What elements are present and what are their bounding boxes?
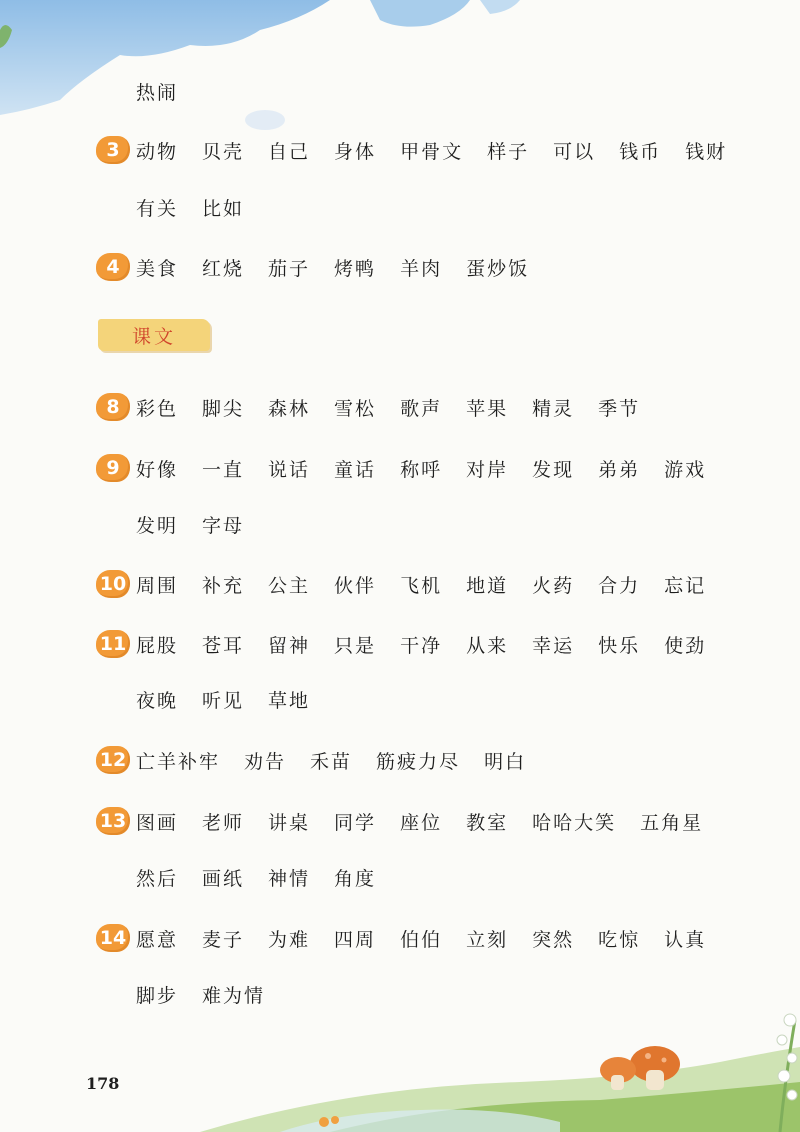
vocab-group-11 [96,630,706,658]
vocab-word: 雪松 [334,397,377,420]
vocab-word: 歌声 [400,397,443,420]
vocab-word: 立刻 [466,928,509,951]
vocab-word: 角度 [334,868,377,890]
vocab-word: 发明 [136,515,179,537]
vocab-word: 脚尖 [202,397,245,420]
vocab-word: 伙伴 [334,574,377,597]
vocab-word: 游戏 [664,458,707,481]
vocab-word: 劝告 [244,750,287,773]
vocab-word: 贝壳 [202,140,245,163]
vocab-word: 神情 [268,868,311,890]
vocab-word: 忘记 [664,574,707,597]
vocab-word: 苹果 [466,397,509,420]
vocab-word: 烤鸭 [334,257,377,280]
vocab-word: 草地 [268,690,311,712]
word-line [136,864,376,891]
vocab-word: 幸运 [532,634,575,657]
vocab-word: 钱币 [619,140,662,163]
lesson-number-badge: 3 [96,136,130,164]
grass-illustration [0,992,800,1132]
vocab-word: 热闹 [136,82,179,104]
vocab-word: 合力 [598,574,641,597]
vocab-word: 样子 [487,140,530,163]
vocab-word: 难为情 [202,985,266,1007]
vocab-word: 留神 [268,634,311,657]
vocab-word: 季节 [598,397,641,420]
lesson-number-badge: 13 [96,807,130,835]
vocab-word: 屁股 [136,634,179,657]
vocab-group-3 [96,136,727,164]
vocab-word: 红烧 [202,257,245,280]
vocab-word: 好像 [136,458,179,481]
lesson-number-badge: 4 [96,253,130,281]
vocab-word: 字母 [202,515,245,537]
vocab-word: 弟弟 [598,458,641,481]
vocab-word: 森林 [268,397,311,420]
vocab-word: 同学 [334,811,377,834]
vocab-group-8 [96,393,640,421]
vocab-word: 亡羊补牢 [136,750,221,773]
vocab-word: 只是 [334,634,377,657]
vocab-word: 愿意 [136,928,179,951]
vocab-word: 讲桌 [268,811,311,834]
vocab-word: 地道 [466,574,509,597]
sky-illustration [0,0,800,150]
vocab-word: 四周 [334,928,377,951]
vocab-word: 筋疲力尽 [376,750,461,773]
vocab-word: 认真 [664,928,707,951]
lesson-number-badge: 11 [96,630,130,658]
vocab-word: 飞机 [400,574,443,597]
word-line [136,194,244,221]
vocab-word: 座位 [400,811,443,834]
vocab-word: 动物 [136,140,179,163]
vocab-word: 吃惊 [598,928,641,951]
vocab-word: 称呼 [400,458,443,481]
vocab-word: 为难 [268,928,311,951]
vocab-word: 比如 [202,198,245,220]
lesson-number-badge: 12 [96,746,130,774]
lesson-number-badge: 9 [96,454,130,482]
vocab-word: 有关 [136,198,179,220]
vocab-word: 彩色 [136,397,179,420]
vocab-word: 然后 [136,868,179,890]
vocab-word: 发现 [532,458,575,481]
vocab-word: 补充 [202,574,245,597]
word-line [136,511,244,538]
vocab-word: 使劲 [664,634,707,657]
vocab-word: 图画 [136,811,179,834]
vocab-word: 美食 [136,257,179,280]
vocab-group-10 [96,570,706,598]
vocab-word: 五角星 [640,811,704,834]
vocab-word: 周围 [136,574,179,597]
vocab-word: 甲骨文 [400,140,464,163]
section-label: 课文 [98,319,210,351]
vocab-word: 公主 [268,574,311,597]
vocab-word: 从来 [466,634,509,657]
vocab-word: 自己 [268,140,311,163]
vocab-word: 夜晚 [136,690,179,712]
vocab-word: 蛋炒饭 [466,257,530,280]
vocab-word: 茄子 [268,257,311,280]
vocab-group-12 [96,746,526,774]
page-number: 178 [86,1074,120,1093]
vocab-group-14 [96,924,706,952]
vocab-group-13 [96,807,703,835]
vocab-word: 听见 [202,690,245,712]
vocab-group-4 [96,253,529,281]
vocab-word: 干净 [400,634,443,657]
lesson-number-badge: 8 [96,393,130,421]
vocab-word: 钱财 [685,140,728,163]
vocab-word: 脚步 [136,985,179,1007]
vocab-word: 身体 [334,140,377,163]
white-flowers-illustration [740,980,800,1132]
vocab-word: 可以 [553,140,596,163]
vocab-word: 老师 [202,811,245,834]
vocab-word: 哈哈大笑 [532,811,617,834]
word-line [136,78,178,105]
word-line [136,686,310,713]
vocab-word: 童话 [334,458,377,481]
vocab-word: 明白 [484,750,527,773]
vocab-word: 教室 [466,811,509,834]
vocab-word: 画纸 [202,868,245,890]
vocab-word: 快乐 [598,634,641,657]
word-line [136,981,265,1008]
vocab-word: 羊肉 [400,257,443,280]
vocab-word: 说话 [268,458,311,481]
lesson-number-badge: 10 [96,570,130,598]
vocab-word: 对岸 [466,458,509,481]
lesson-number-badge: 14 [96,924,130,952]
vocab-word: 麦子 [202,928,245,951]
vocab-word: 突然 [532,928,575,951]
vocab-word: 禾苗 [310,750,353,773]
vocab-group-9 [96,454,706,482]
vocab-word: 伯伯 [400,928,443,951]
vocab-word: 精灵 [532,397,575,420]
vocab-word: 一直 [202,458,245,481]
vocab-word: 苍耳 [202,634,245,657]
vocab-word: 火药 [532,574,575,597]
